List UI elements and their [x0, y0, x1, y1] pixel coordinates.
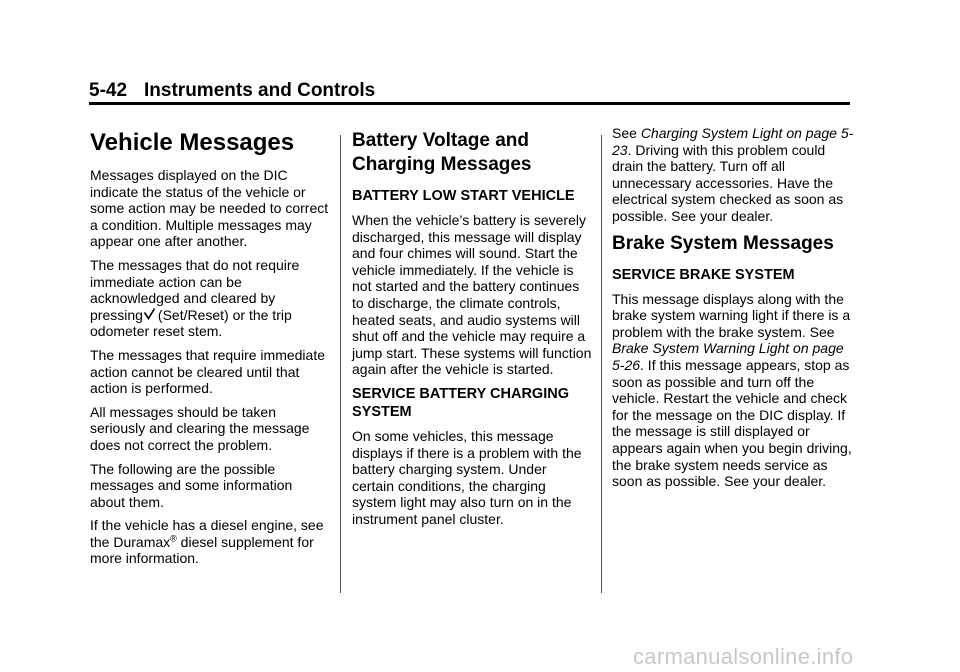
check-icon: [143, 307, 158, 324]
text: This message displays along with the brake system warning light if there is a problem with the brake system. See: [612, 290, 851, 340]
paragraph: Messages displayed on the DIC indicate the status of the vehicle or some action may be needed to correct a condition. Multiple messages may appear one after another.: [90, 167, 329, 250]
cross-reference: Brake System Warning Light on page 5-26: [612, 340, 844, 373]
column-3: [612, 125, 857, 497]
paragraph: On some vehicles, this message displays if there is a problem with the battery charging system. Under certain conditions, the charging system light may also turn on in the instrument panel cluster.: [352, 427, 582, 527]
page-header: [89, 80, 849, 102]
page-number: 5-42: [89, 80, 128, 101]
column-divider: [340, 135, 341, 593]
service-brake-heading: SERVICE BRAKE SYSTEM: [612, 266, 795, 283]
text: diesel supplement for more information.: [90, 533, 314, 567]
text: . If this message appears, stop as soon as possible and turn off the vehicle. Restart the vehicle and check for the message on the DIC display. If the message is still displayed or appears again when you begin driving, the brake system needs service as soon as possible. See your dealer.: [612, 356, 852, 490]
registered-mark: ®: [170, 533, 177, 544]
battery-low-heading: BATTERY LOW START VEHICLE: [352, 188, 575, 204]
cross-reference: Charging System Light on page 5-23: [612, 125, 854, 158]
text: The messages that do not require immediate action can be acknowledged and cleared by pressing: [90, 256, 300, 323]
column-divider: [601, 135, 602, 593]
page-header-title: [89, 80, 849, 102]
paragraph: [90, 257, 330, 340]
paragraph: When the vehicle’s battery is severely discharged, this message will display and four chimes will sound. Start the vehicle immediately. If the vehicle is not started and the battery continues to discharge, the climate controls, heated seats, and audio systems will shut off and the vehicle may require a jump start. These systems will function again after the vehicle is started.: [352, 212, 592, 378]
paragraph: [90, 517, 330, 567]
column-1: [90, 125, 330, 574]
paragraph: [612, 125, 857, 225]
battery-messages-heading: Battery Voltage and Charging Messages: [352, 130, 532, 175]
text: (Set/Reset) or the trip odometer reset stem.: [90, 306, 292, 340]
text: If the vehicle has a diesel engine, see the Duramax: [90, 517, 324, 550]
watermark: carmanualsonline.info: [633, 644, 854, 669]
paragraph: The messages that require immediate action cannot be cleared until that action is performed.: [90, 346, 325, 397]
brake-messages-heading: Brake System Messages: [612, 232, 834, 254]
paragraph: [612, 291, 857, 490]
paragraph: All messages should be taken seriously and clearing the message does not correct the problem.: [90, 403, 310, 453]
text: . Driving with this problem could drain the battery. Turn off all unnecessary accessories. Have the electrical system checked as soon as possible. See your dealer.: [612, 141, 844, 224]
header-rule: [89, 102, 850, 105]
service-battery-heading: SERVICE BATTERY CHARGING SYSTEM: [352, 385, 569, 420]
text: See: [612, 125, 641, 141]
section-title: Instruments and Controls: [144, 80, 376, 101]
vehicle-messages-heading: Vehicle Messages: [90, 129, 295, 156]
column-2: [352, 125, 592, 535]
paragraph: The following are the possible messages and some information about them.: [90, 460, 293, 510]
